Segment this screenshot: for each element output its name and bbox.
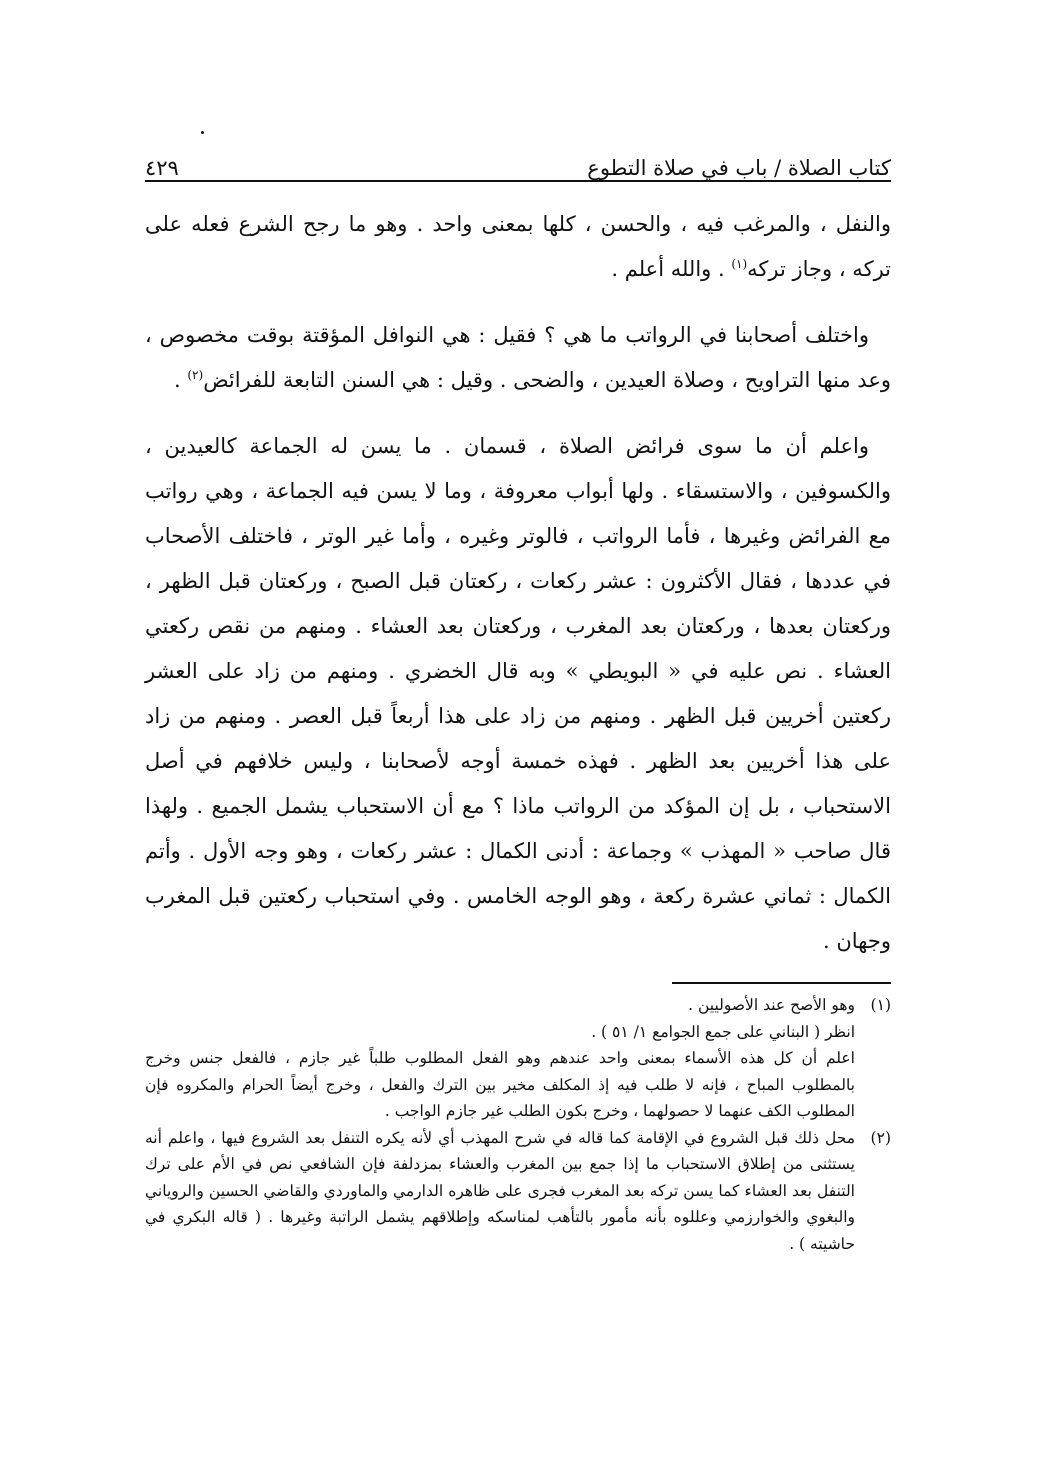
paragraph-1: والنفل ، والمرغب فيه ، والحسن ، كلها بمعنى واحد . وهو ما رجح الشرع فعله على تركه ، وجاز تركه$^{(١)}$ . والله أعلم . bbox=[145, 212, 891, 281]
paragraph-3: واعلم أن ما سوى فرائض الصلاة ، قسمان . ما يسن له الجماعة كالعيدين ، والكسوفين ، والاستسقاء . ولها أبواب معروفة ، وما لا يسن فيه الجماعة ، وهي رواتب مع الفرائض وغيرها ، فأما الرواتب ، فالوتر وغيره ، وأما غير الوتر ، فاختلف الأصحاب في عددها ، فقال الأكثرون : عشر ركعات ، ركعتان قبل الصبح ، وركعتان قبل الظهر ، وركعتان بعدها ، وركعتان بعد المغرب ، وركعتان بعد العشاء . ومنهم من نقص ركعتي العشاء . نص عليه في « البويطي » وبه قال الخضري . ومنهم من زاد على العشر ركعتين أخريين قبل الظهر . ومنهم من زاد على هذا أربعاً قبل العصر . ومنهم من زاد على هذا أخريين بعد الظهر . فهذه خمسة أوجه لأصحابنا ، وليس خلافهم في أصل الاستحباب ، بل إن المؤكد من الرواتب ماذا ؟ مع أن الاستحباب يشمل الجميع . ولهذا قال صاحب « المهذب » وجماعة : أدنى الكمال : عشر ركعات ، وهو وجه الأول . وأتم الكمال : ثماني عشرة ركعة ، وهو الوجه الخامس . وفي استحباب ركعتين قبل المغرب وجهان . bbox=[145, 434, 891, 953]
running-header bbox=[145, 140, 891, 180]
header-rule bbox=[145, 180, 891, 182]
footnote-mark: (٢) bbox=[870, 1128, 891, 1147]
page-number: ٤٢٩ bbox=[145, 156, 179, 180]
footnote-line: محل ذلك قبل الشروع في الإقامة كما قاله في شرح المهذب أي لأنه يكره التنفل بعد الشروع فيها ، واعلم أنه يستثنى من إطلاق الاستحباب ما إذا جمع بين المغرب والعشاء بمزدلفة فإن الشافعي نص في الأم على ترك التنفل بعد العشاء كما يسن تركه بعد المغرب فجرى على ظاهره الدارمي والماوردي والقاضي الحسين والروياني والبغوي والخوارزمي وعللوه بأنه مأمور بالتأهب لمناسكه وإطلاقهم يشمل الراتبة وغيرها . ( قاله البكري في حاشيته ) . bbox=[145, 1128, 855, 1253]
footnote-line: وهو الأصح عند الأصوليين . bbox=[688, 996, 855, 1014]
footnote-ref-2[interactable]: (٢) bbox=[187, 368, 204, 382]
paragraph-2: واختلف أصحابنا في الرواتب ما هي ؟ فقيل : هي النوافل المؤقتة بوقت مخصوص ، وعد منها التراويح ، وصلاة العيدين ، والضحى . وقيل : هي السنن التابعة للفرائض$^{(٢)}$ . bbox=[145, 323, 891, 392]
footnote-2 bbox=[145, 1125, 891, 1258]
footnote-separator bbox=[672, 982, 891, 984]
ink-speck bbox=[201, 131, 204, 134]
running-title: كتاب الصلاة / باب في صلاة التطوع bbox=[587, 156, 891, 180]
footnotes bbox=[145, 992, 891, 1257]
footnote-mark: (١) bbox=[870, 996, 891, 1014]
footnote-ref-1[interactable]: (١) bbox=[731, 257, 748, 271]
footnote-line: انظر ( البناني على جمع الجوامع ١/ ٥١ ) . bbox=[591, 1022, 855, 1041]
footnote-1 bbox=[145, 992, 891, 1125]
main-text bbox=[145, 202, 891, 985]
footnote-line: اعلم أن كل هذه الأسماء بمعنى واحد عندهم وهو الفعل المطلوب طلباً غير جازم ، فالفعل جنس وخرج بالمطلوب المباح ، فإنه لا طلب فيه إذ المكلف مخير بين الترك والفعل ، وخرج أيضاً الحرام والمكروه فإن المطلوب الكف عنهما لا حصولهما ، وخرج بكون الطلب غير جازم الواجب . bbox=[145, 1049, 855, 1120]
